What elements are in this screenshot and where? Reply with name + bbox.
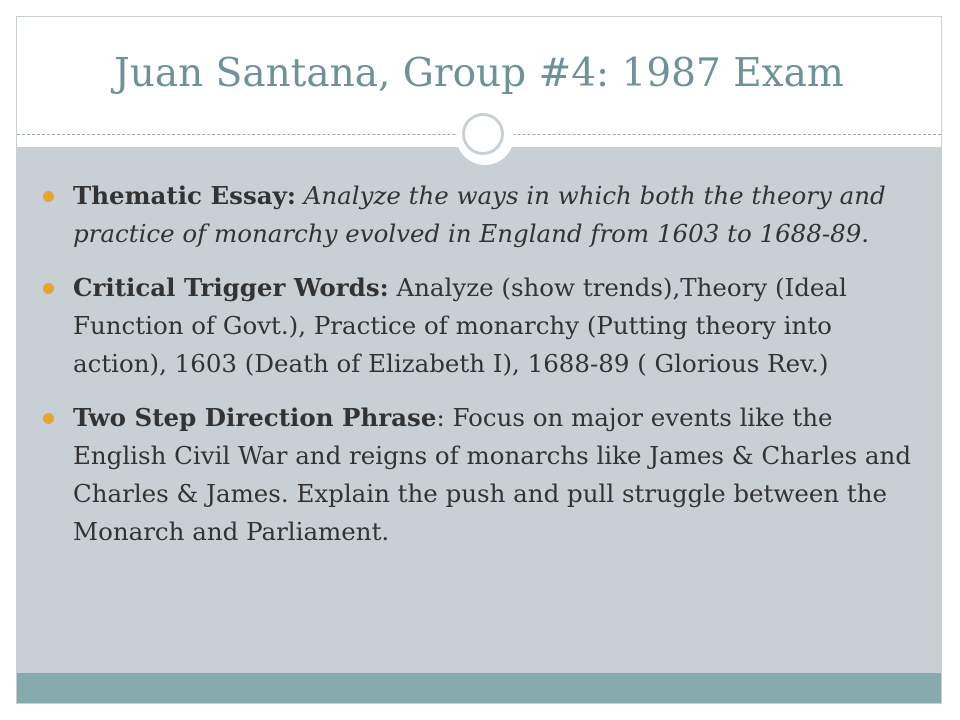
footer-band (17, 673, 941, 704)
bullet-item-direction-phrase (43, 399, 923, 551)
bullet-text: Analyze the ways in which both the theory and practice of monarchy evolved in England from 1603 to 1688-89. (73, 181, 886, 248)
circle-ornament-inner (462, 113, 504, 155)
slide-title: Juan Santana, Group #4: 1987 Exam (114, 51, 844, 96)
bullet-item-thematic-essay (43, 177, 923, 253)
bullet-heading: Two Step Direction Phrase (73, 403, 437, 432)
slide (16, 16, 942, 704)
bullet-item-trigger-words (43, 269, 923, 383)
bullet-text: Analyze (show trends),Theory (Ideal Function of Govt.), Practice of monarchy (Putting theory into action), 1603 (Death of Elizabeth I), 1688-89 ( Glorious Rev.) (73, 273, 847, 378)
bullet-dot-icon (43, 413, 54, 424)
bullet-text: : Focus on major events like the English Civil War and reigns of monarchs like James & Charles and Charles & James. Explain the push and pull struggle between the Monarch and Parliament. (73, 403, 912, 546)
bullet-dot-icon (43, 191, 54, 202)
bullet-list (43, 177, 923, 567)
bullet-heading: Thematic Essay: (73, 181, 296, 210)
bullet-dot-icon (43, 283, 54, 294)
bullet-heading: Critical Trigger Words: (73, 273, 389, 302)
